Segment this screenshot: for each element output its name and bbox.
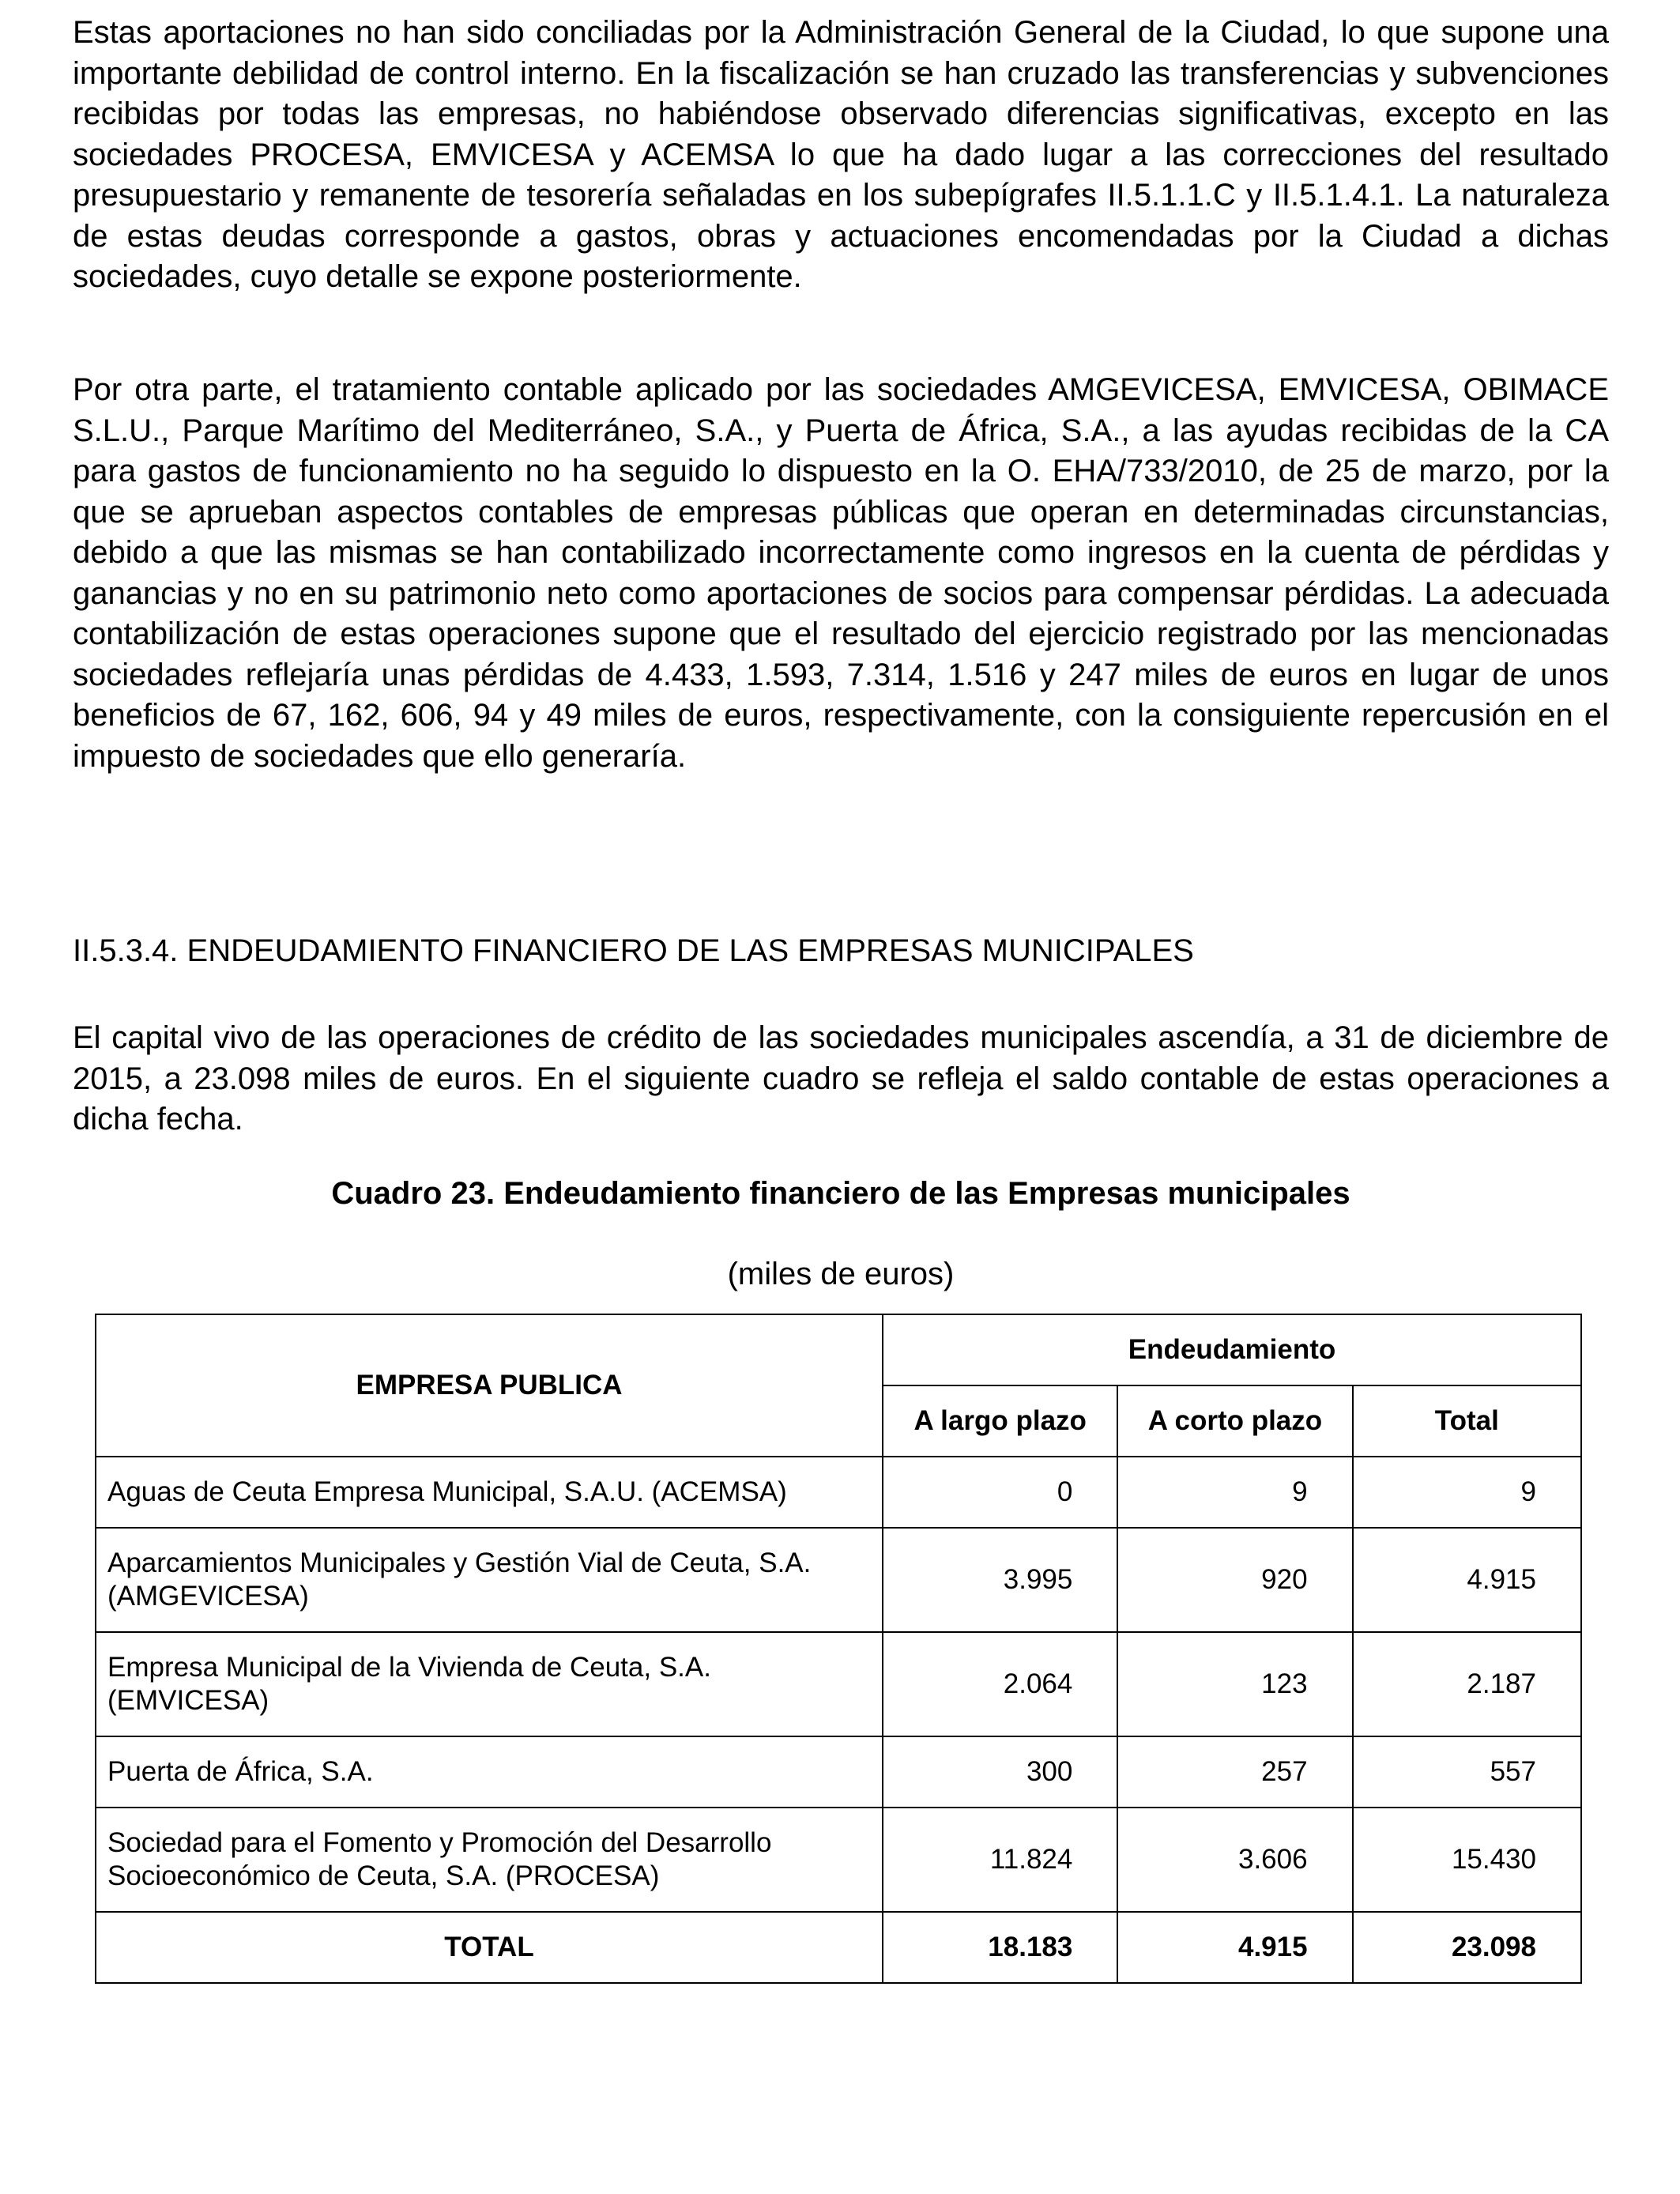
debt-table bbox=[95, 1314, 1582, 1984]
header-largo-plazo: A largo plazo bbox=[883, 1385, 1117, 1457]
value-total: 4.915 bbox=[1353, 1528, 1581, 1632]
section-heading: II.5.3.4. ENDEUDAMIENTO FINANCIERO DE LAS EMPRESAS MUNICIPALES bbox=[73, 933, 1194, 968]
table-row bbox=[96, 1528, 1581, 1632]
paragraph-tratamiento-contable: Por otra parte, el tratamiento contable aplicado por las sociedades AMGEVICESA, EMVICESA, OBIMACE S.L.U., Parque Marítimo del Mediterráneo, S.A., y Puerta de África, S.A., a las ayudas recibidas de la CA para gastos de funcionamiento no ha seguido lo dispuesto en la O. EHA/733/2010, de 25 de marzo, por la que se aprueban aspectos contables de empresas públicas que operan en determinadas circunstancias, debido a que las mismas se han contabilizado incorrectamente como ingresos en la cuenta de pérdidas y ganancias y no en su patrimonio neto como aportaciones de socios para compensar pérdidas. La adecuada contabilización de estas operaciones supone que el resultado del ejercicio registrado por las mencionadas sociedades reflejaría unas pérdidas de 4.433, 1.593, 7.314, 1.516 y 247 miles de euros en lugar de unos beneficios de 67, 162, 606, 94 y 49 miles de euros, respectivamente, con la consiguiente repercusión en el impuesto de sociedades que ello generaría. bbox=[73, 372, 1609, 774]
value-total: 9 bbox=[1353, 1457, 1581, 1528]
value-long: 11.824 bbox=[883, 1808, 1117, 1912]
total-long: 18.183 bbox=[883, 1912, 1117, 1983]
value-short: 123 bbox=[1117, 1632, 1352, 1736]
header-corto-plazo: A corto plazo bbox=[1117, 1385, 1352, 1457]
value-short: 920 bbox=[1117, 1528, 1352, 1632]
total-label: TOTAL bbox=[96, 1912, 883, 1983]
table-units: (miles de euros) bbox=[727, 1257, 955, 1291]
company-name: Puerta de África, S.A. bbox=[96, 1736, 883, 1808]
value-long: 300 bbox=[883, 1736, 1117, 1808]
company-name: Sociedad para el Fomento y Promoción del Desarrollo Socioeconómico de Ceuta, S.A. (PROCESA) bbox=[96, 1808, 883, 1912]
table-caption: Cuadro 23. Endeudamiento financiero de las Empresas municipales bbox=[331, 1176, 1350, 1211]
total-total: 23.098 bbox=[1353, 1912, 1581, 1983]
header-endeudamiento: Endeudamiento bbox=[883, 1314, 1581, 1385]
company-name: Aguas de Ceuta Empresa Municipal, S.A.U. (ACEMSA) bbox=[96, 1457, 883, 1528]
company-name: Aparcamientos Municipales y Gestión Vial de Ceuta, S.A. (AMGEVICESA) bbox=[96, 1528, 883, 1632]
table-row bbox=[96, 1808, 1581, 1912]
table-row bbox=[96, 1736, 1581, 1808]
header-empresa: EMPRESA PUBLICA bbox=[96, 1314, 883, 1457]
value-short: 257 bbox=[1117, 1736, 1352, 1808]
table-header-row bbox=[96, 1314, 1581, 1385]
company-name: Empresa Municipal de la Vivienda de Ceuta, S.A. (EMVICESA) bbox=[96, 1632, 883, 1736]
paragraph-capital-vivo: El capital vivo de las operaciones de crédito de las sociedades municipales ascendía, a 31 de diciembre de 2015, a 23.098 miles de euros. En el siguiente cuadro se refleja el saldo contable de estas operaciones a dicha fecha. bbox=[73, 1020, 1609, 1137]
value-total: 2.187 bbox=[1353, 1632, 1581, 1736]
total-short: 4.915 bbox=[1117, 1912, 1352, 1983]
value-long: 0 bbox=[883, 1457, 1117, 1528]
value-short: 9 bbox=[1117, 1457, 1352, 1528]
value-total: 557 bbox=[1353, 1736, 1581, 1808]
table-total-row bbox=[96, 1912, 1581, 1983]
value-long: 3.995 bbox=[883, 1528, 1117, 1632]
table-row bbox=[96, 1632, 1581, 1736]
value-total: 15.430 bbox=[1353, 1808, 1581, 1912]
header-total: Total bbox=[1353, 1385, 1581, 1457]
table-row bbox=[96, 1457, 1581, 1528]
value-short: 3.606 bbox=[1117, 1808, 1352, 1912]
value-long: 2.064 bbox=[883, 1632, 1117, 1736]
paragraph-aportaciones: Estas aportaciones no han sido conciliadas por la Administración General de la Ciudad, lo que supone una importante debilidad de control interno. En la fiscalización se han cruzado las transferencias y subvenciones recibidas por todas las empresas, no habiéndose observado diferencias significativas, excepto en las sociedades PROCESA, EMVICESA y ACEMSA lo que ha dado lugar a las correcciones del resultado presupuestario y remanente de tesorería señaladas en los subepígrafes II.5.1.1.C y II.5.1.4.1. La naturaleza de estas deudas corresponde a gastos, obras y actuaciones encomendadas por la Ciudad a dichas sociedades, cuyo detalle se expone posteriormente. bbox=[73, 15, 1609, 294]
